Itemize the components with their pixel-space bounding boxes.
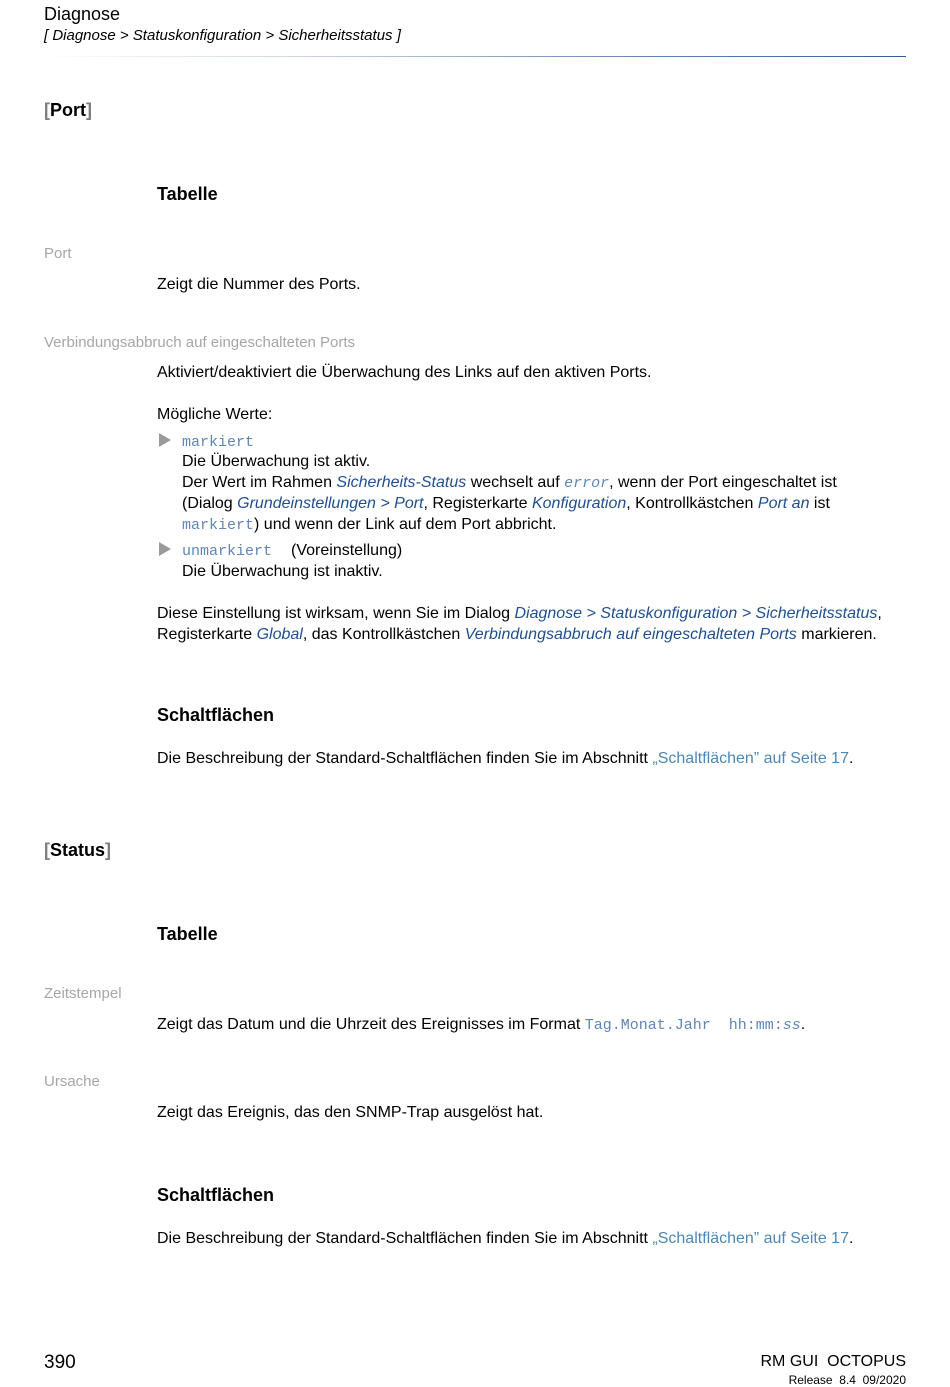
value-error-code: error bbox=[564, 475, 610, 492]
ui-ref-dialog-path: Diagnose > Statuskonfiguration > Sicherheitsstatus bbox=[514, 605, 878, 622]
port-table-heading: Tabelle bbox=[157, 184, 218, 204]
default-note: (Voreinstellung) bbox=[291, 542, 403, 559]
xref-schaltflaechen-link[interactable]: „Schaltflächen” auf Seite 17 bbox=[652, 1230, 849, 1247]
status-table-heading: Tabelle bbox=[157, 924, 218, 944]
timestamp-format-seconds: ss bbox=[782, 1017, 801, 1034]
param-cause-name: Ursache bbox=[44, 1073, 100, 1090]
value-markiert-line2: Der Wert im Rahmen Sicherheits-Status wechselt auf error, wenn der Port eingeschaltet ist bbox=[182, 474, 837, 492]
section-status-heading: [Status] bbox=[44, 840, 112, 860]
section-port-label: Port bbox=[50, 100, 86, 120]
product-name: RM GUI OCTOPUS bbox=[760, 1353, 906, 1370]
param-link-desc: Aktiviert/deaktiviert die Überwachung des Links auf den aktiven Ports. bbox=[157, 364, 652, 381]
value-markiert-code-2: markiert bbox=[182, 517, 255, 534]
port-buttons-heading: Schaltflächen bbox=[157, 705, 275, 725]
value-unmarkiert bbox=[182, 540, 402, 562]
timestamp-format-code: Tag.Monat.Jahr hh:mm: bbox=[584, 1017, 783, 1034]
param-port-name: Port bbox=[44, 245, 72, 262]
value-markiert-line1: Die Überwachung ist aktiv. bbox=[182, 453, 371, 470]
value-unmarkiert-code: unmarkiert bbox=[182, 543, 273, 560]
xref-schaltflaechen-link[interactable]: „Schaltflächen” auf Seite 17 bbox=[652, 750, 849, 767]
ui-ref-global: Global bbox=[256, 626, 303, 643]
ui-ref-konfiguration: Konfiguration bbox=[531, 495, 627, 512]
setting-note-line2: Registerkarte Global, das Kontrollkästchen Verbindungsabbruch auf eingeschalteten Ports markieren. bbox=[157, 626, 877, 643]
value-markiert-code: markiert bbox=[182, 434, 255, 451]
status-buttons-heading: Schaltflächen bbox=[157, 1185, 275, 1205]
bullet-triangle-icon bbox=[159, 433, 171, 447]
header-divider bbox=[44, 56, 906, 57]
release-info: Release 8.4 09/2020 bbox=[788, 1373, 906, 1387]
param-link-name: Verbindungsabbruch auf eingeschalteten Ports bbox=[44, 334, 356, 351]
setting-note-line1: Diese Einstellung ist wirksam, wenn Sie im Dialog Diagnose > Statuskonfiguration > Sicherheitsstatus, bbox=[157, 605, 882, 622]
possible-values-label: Mögliche Werte: bbox=[157, 406, 273, 423]
value-markiert bbox=[182, 431, 254, 453]
param-cause-desc: Zeigt das Ereignis, das den SNMP-Trap ausgelöst hat. bbox=[157, 1104, 544, 1121]
value-unmarkiert-line1: Die Überwachung ist inaktiv. bbox=[182, 563, 383, 580]
ui-ref-grundeinstellungen-port: Grundeinstellungen > Port bbox=[237, 495, 424, 512]
breadcrumb: [ Diagnose > Statuskonfiguration > Sicherheitsstatus ] bbox=[44, 27, 401, 44]
ui-ref-port-an: Port an bbox=[757, 495, 810, 512]
section-status-label: Status bbox=[50, 840, 106, 860]
page-chapter-title: Diagnose bbox=[44, 4, 121, 24]
section-port-heading: [Port] bbox=[44, 100, 92, 120]
port-buttons-text: Die Beschreibung der Standard-Schaltflächen finden Sie im Abschnitt „Schaltflächen” auf Seite 17. bbox=[157, 750, 854, 767]
value-markiert-line3: (Dialog Grundeinstellungen > Port, Registerkarte Konfiguration, Kontrollkästchen Port an ist bbox=[182, 495, 830, 512]
status-buttons-text: Die Beschreibung der Standard-Schaltflächen finden Sie im Abschnitt „Schaltflächen” auf Seite 17. bbox=[157, 1230, 854, 1247]
page-number: 390 bbox=[44, 1352, 76, 1373]
ui-ref-verbindungsabbruch: Verbindungsabbruch auf eingeschalteten Ports bbox=[464, 626, 797, 643]
param-port-desc: Zeigt die Nummer des Ports. bbox=[157, 276, 361, 293]
param-timestamp-name: Zeitstempel bbox=[44, 985, 122, 1002]
bullet-triangle-icon bbox=[159, 542, 171, 556]
value-markiert-line4: markiert) und wenn der Link auf dem Port abbricht. bbox=[182, 516, 557, 534]
param-timestamp-desc: Zeigt das Datum und die Uhrzeit des Ereignisses im Format Tag.Monat.Jahr hh:mm:ss. bbox=[157, 1016, 806, 1034]
ui-ref-sicherheits-status: Sicherheits-Status bbox=[336, 474, 467, 491]
